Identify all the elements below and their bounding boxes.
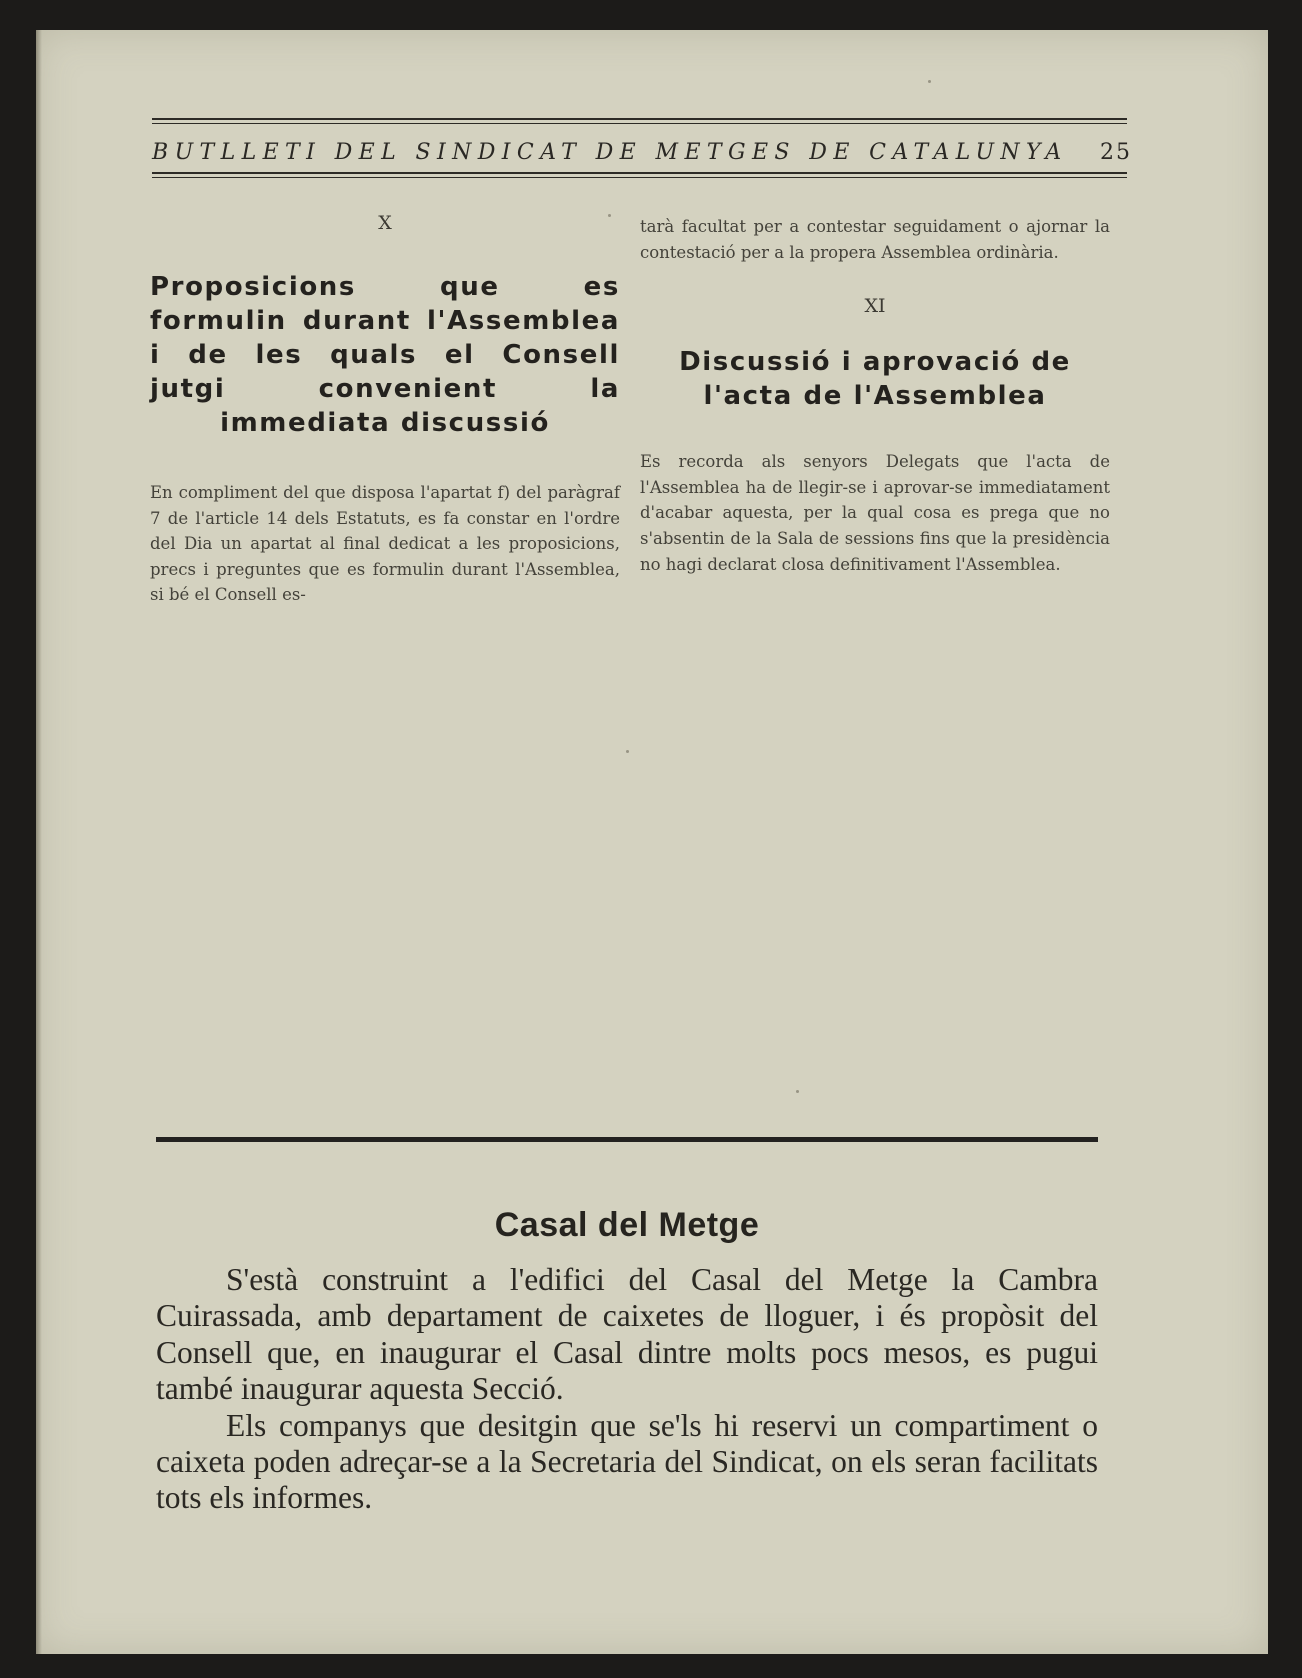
running-header — [152, 140, 1132, 168]
section-x-heading: Proposicions que es formulin durant l'Assemblea i de les quals el Consell jutgi convenient la immediata discussió — [150, 272, 620, 438]
scan-speck — [796, 1090, 799, 1093]
section-divider-rule — [156, 1137, 1098, 1142]
section-x — [150, 212, 620, 608]
header-top-rule-thin — [152, 123, 1127, 124]
header-bottom-rule-thin — [152, 177, 1127, 178]
page-edge-shadow — [36, 30, 42, 1654]
casal-paragraph-2: Els companys que desitgin que se'ls hi reservi un compartiment o caixeta poden adreçar-se a la Secretaria del Sindicat, on els seran facilitats tots els informes. — [156, 1407, 1098, 1516]
scan-speck — [608, 214, 611, 217]
section-x-body: En compliment del que disposa l'apartat f) del paràgraf 7 de l'article 14 dels Estatuts, es fa constar en l'ordre del Dia un apartat al final dedicat a les proposicions, precs i preguntes que es formulin durant l'Assemblea, si bé el Consell es- — [150, 483, 620, 605]
casal-title: Casal del Metge — [494, 1206, 760, 1244]
section-x-numeral: X — [378, 212, 392, 234]
right-column — [640, 214, 1110, 577]
section-xi-heading: Discussió i aprovació de l'acta de l'Assemblea — [679, 347, 1071, 412]
scan-speck — [626, 750, 629, 753]
section-x-continuation: tarà facultat per a contestar seguidament o ajornar la contestació per a la propera Assemblea ordinària. — [640, 217, 1110, 262]
header-top-rule — [152, 118, 1127, 120]
scan-speck — [928, 80, 931, 83]
section-xi-body: Es recorda als senyors Delegats que l'acta de l'Assemblea ha de llegir-se i aprovar-se immediatament d'acabar aquesta, per la qual cosa es prega que no s'absentin de la Sala de sessions fins que la presidència no hagi declarat closa definitivament l'Assemblea. — [640, 452, 1110, 574]
document-page — [36, 30, 1268, 1654]
section-xi-numeral: XI — [864, 295, 886, 318]
page-number: 25 — [1100, 140, 1132, 165]
casal-paragraph-1: S'està construint a l'edifici del Casal del Metge la Cambra Cuirassada, amb departament de caixetes de lloguer, i és propòsit del Consell que, en inaugurar el Casal dintre molts pocs mesos, es pugui també inaugurar aquesta Secció. — [156, 1262, 1098, 1407]
header-bottom-rule — [152, 172, 1127, 174]
running-title: BUTLLETI DEL SINDICAT DE METGES DE CATALUNYA — [152, 140, 1068, 165]
casal-body — [156, 1262, 1098, 1517]
